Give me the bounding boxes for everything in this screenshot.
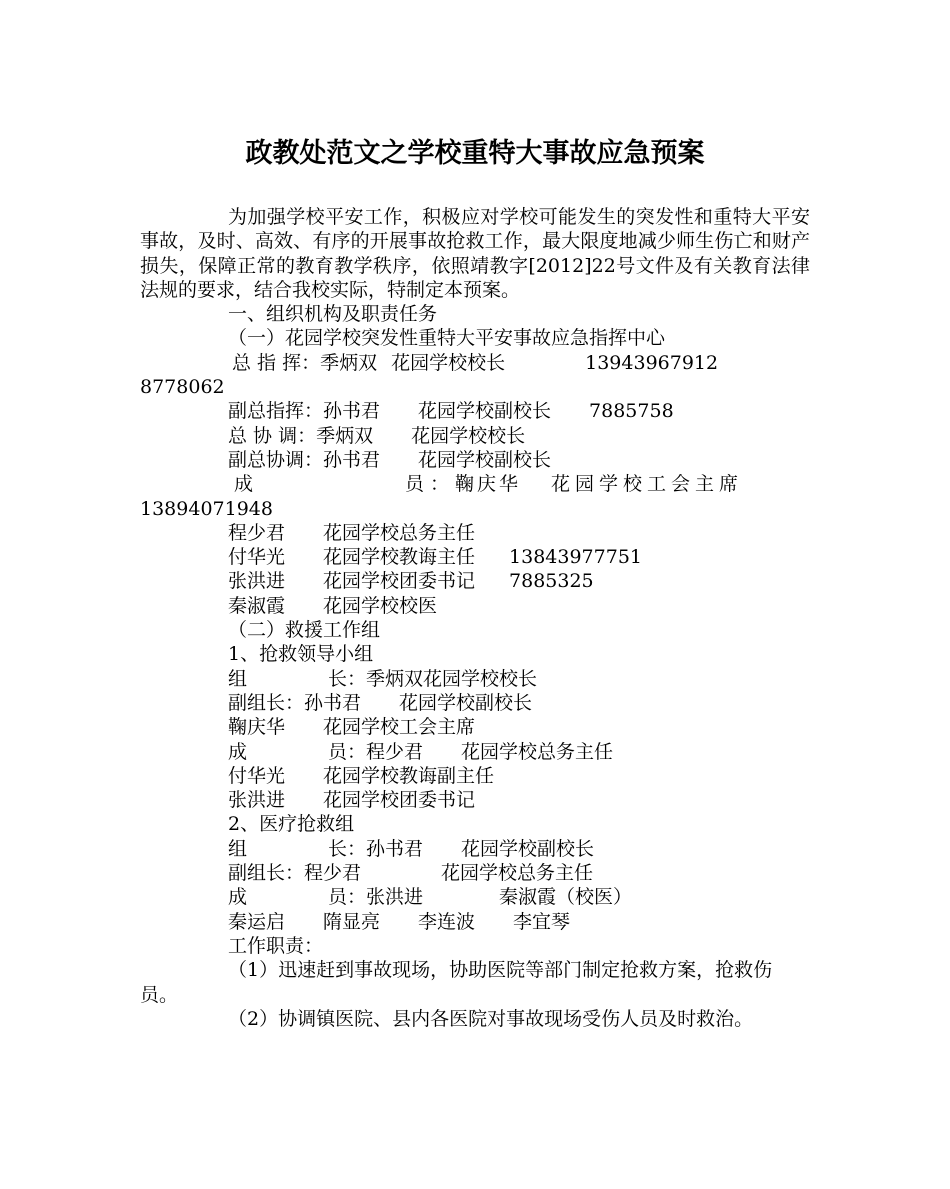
member-phone: 13843977751 [509, 546, 643, 569]
group-member-row [140, 788, 810, 812]
leader-label-a: 组 [228, 667, 248, 690]
vice-leader-text: 副组长：程少君 [228, 862, 362, 885]
member-title: 花园学校教诲副主任 [323, 764, 495, 787]
member-name: 鞠庆华 [455, 473, 522, 496]
member-label-a: 成 [228, 886, 248, 909]
chief-title: 花园学校校长 [391, 351, 506, 374]
member-title: 花园学校工会主席 [551, 473, 744, 496]
member-name: 张洪进 [228, 789, 286, 812]
member-label-a: 成 [228, 740, 248, 763]
vice-leader-title: 花园学校副校长 [399, 691, 533, 714]
member-name: 秦运启 [228, 910, 286, 933]
chief-phone: 13943967912 [585, 351, 719, 374]
vice-leader-title: 花园学校总务主任 [441, 862, 594, 885]
coord-name: 季炳双 [316, 424, 374, 447]
member-title: 花园学校团委书记 [323, 570, 476, 593]
member-row [140, 569, 810, 593]
vice-chief-label: 副总指挥： [228, 400, 324, 423]
member-line [140, 472, 810, 496]
member-phone: 7885325 [509, 570, 594, 593]
coordinator-line [140, 424, 810, 448]
member-name: 隋显亮 [323, 910, 381, 933]
member-name: 鞠庆华 [228, 716, 286, 739]
member-name: 李连波 [418, 910, 476, 933]
member-label-a: 成 [234, 473, 254, 496]
chief-name: 季炳双 [320, 351, 378, 374]
document-body [140, 205, 810, 1031]
subsection-heading: （一）花园学校突发性重特大平安事故应急指挥中心 [228, 327, 666, 350]
group-vice-line [140, 861, 810, 885]
duty-heading: 工作职责： [228, 934, 324, 957]
duty-item: （2）协调镇医院、县内各医院对事故现场受伤人员及时救治。 [228, 1007, 754, 1030]
duty-item: （1）迅速赶到事故现场，协助医院等部门制定抢救方案，抢救伤员。 [140, 959, 773, 1006]
member-name: 李宜琴 [513, 910, 571, 933]
leader-text: 长：孙书君 [328, 837, 424, 860]
member-title: 花园学校团委书记 [323, 789, 476, 812]
section-heading: 一、组织机构及职责任务 [228, 303, 438, 326]
group-member-row [140, 764, 810, 788]
vice-coordinator-line [140, 448, 810, 472]
vice-coord-name: 孙书君 [323, 448, 381, 471]
intro-paragraph: 为加强学校平安工作，积极应对学校可能发生的突发性和重特大平安事故，及时、高效、有序的开展事故抢救工作，最大限度地减少师生伤亡和财产损失，保障正常的教育教学秩序，依照靖教字[2012]22号文件及有关教育法律法规的要求，结合我校实际，特制定本预案。 [140, 206, 810, 301]
document-title: 政教处范文之学校重特大事故应急预案 [245, 138, 705, 169]
coord-title: 花园学校校长 [411, 424, 526, 447]
group-vice-line [140, 691, 810, 715]
member-label-b: 员： [405, 473, 456, 496]
member-name: 付华光 [228, 764, 286, 787]
group-member-line [140, 885, 810, 909]
member-name: 程少君 [228, 521, 286, 544]
vice-commander-line [140, 399, 810, 423]
member-text: 秦淑霞（校医） [499, 886, 633, 909]
member-row [140, 521, 810, 545]
leader-text: 长：季炳双花园学校校长 [328, 667, 538, 690]
chief-label: 总 指 挥： [232, 351, 321, 374]
vice-coord-title: 花园学校副校长 [418, 448, 552, 471]
group-member-row [140, 910, 810, 934]
leader-label-a: 组 [228, 837, 248, 860]
group-member-line [140, 740, 810, 764]
member-text: 员：张洪进 [328, 886, 424, 909]
member-title: 花园学校总务主任 [323, 521, 476, 544]
vice-coord-label: 副总协调： [228, 448, 324, 471]
member-name: 张洪进 [228, 570, 286, 593]
leader-title: 花园学校副校长 [461, 837, 595, 860]
subsection-heading: （二）救援工作组 [228, 619, 381, 642]
member-row [140, 545, 810, 569]
group-leader-line [140, 667, 810, 691]
chief-phone-2: 8778062 [140, 376, 225, 399]
group-member-row [140, 715, 810, 739]
member-row [140, 594, 810, 618]
group-heading: 1、抢救领导小组 [228, 643, 374, 666]
member-text: 员：程少君 [328, 740, 424, 763]
vice-chief-title: 花园学校副校长 [418, 400, 552, 423]
group-heading: 2、医疗抢救组 [228, 813, 355, 836]
member-title: 花园学校总务主任 [461, 740, 614, 763]
member-title: 花园学校校医 [323, 594, 438, 617]
member-name: 付华光 [228, 546, 286, 569]
group-leader-line [140, 837, 810, 861]
vice-chief-name: 孙书君 [323, 400, 381, 423]
vice-leader-text: 副组长：孙书君 [228, 691, 362, 714]
member-phone: 13894071948 [140, 497, 273, 520]
chief-commander-line [140, 351, 810, 375]
member-title: 花园学校教诲主任 [323, 546, 476, 569]
member-name: 秦淑霞 [228, 594, 286, 617]
member-title: 花园学校工会主席 [323, 716, 476, 739]
coord-label: 总 协 调： [228, 424, 317, 447]
vice-chief-phone: 7885758 [589, 400, 674, 423]
